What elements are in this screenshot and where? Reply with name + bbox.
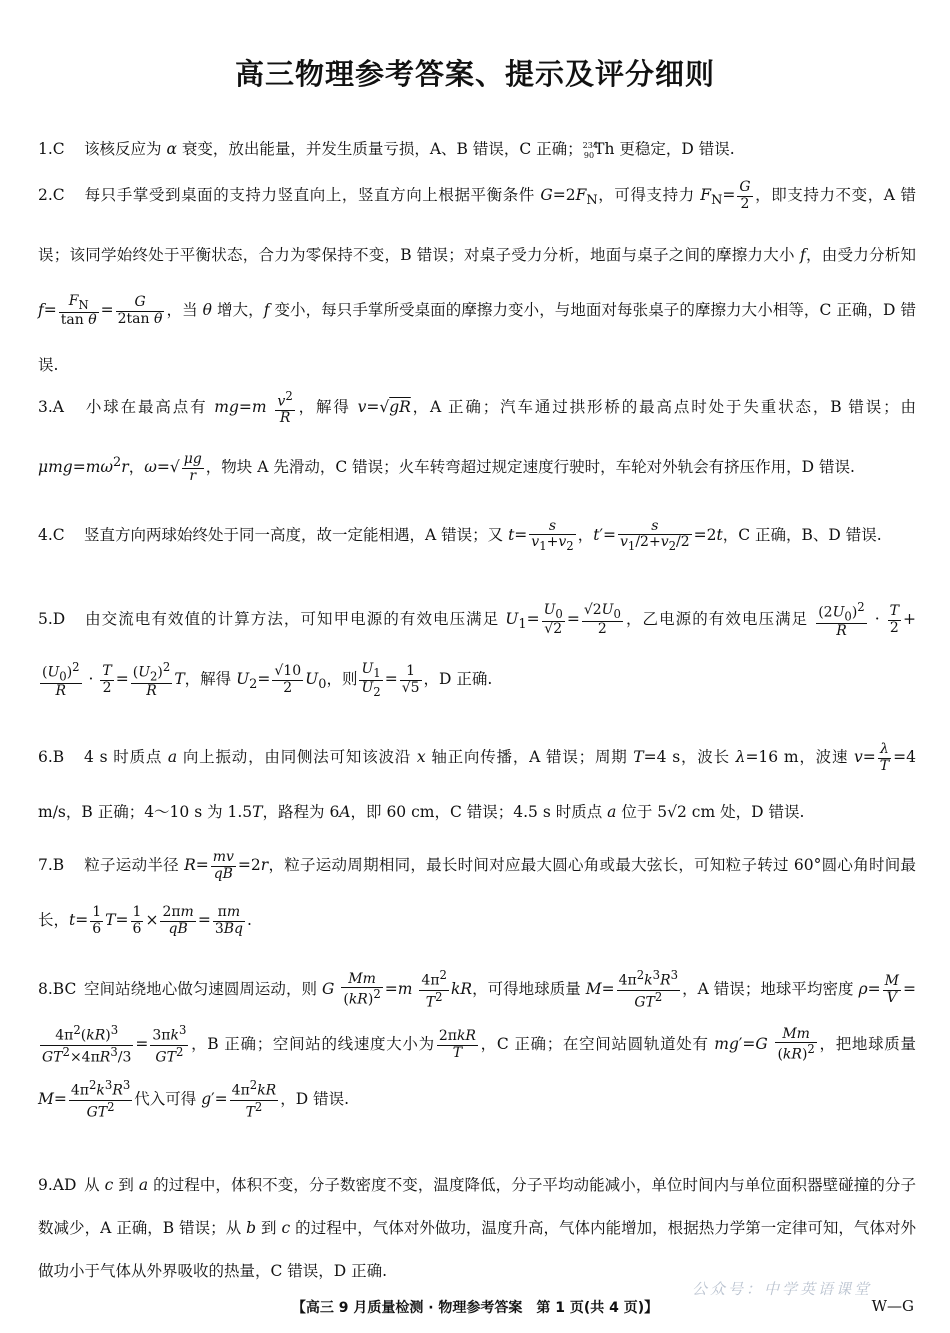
answer-label: 2.C <box>38 186 65 204</box>
answer-label: 4.C <box>38 526 65 544</box>
answer-label: 5.D <box>38 610 66 628</box>
question-2: 2.C 每只手掌受到桌面的支持力竖直向上，竖直方向上根据平衡条件 $G=2F_N$，可得支持力 $F_N=$ $\frac{G}{2}$ ，即支持力不变，A 错误；该同学始终处于平衡状态，合力为零保持不变，B 错误；对桌子受力分析，地面与桌子之间的摩擦力大小 f，由受力分析知 f= $\frac{F_N}{\text{tan θ}}$ = $\frac{G}{\text{2tan θ}}$ ，当 θ 增大，f 变小，每只手掌所受桌面的摩擦力变小，与地面对每张桌子的摩擦力大小相等，C 正确，D 错误. <box>38 168 916 393</box>
answer-label: 3.A <box>38 398 64 416</box>
watermark: 公众号：中学英语课堂 <box>692 1280 873 1298</box>
answer-label: 8.BC <box>38 980 77 998</box>
question-4: 4.C 竖直方向两球始终处于同一高度，故一定能相遇，A 错误；又 t= $\frac{s}{v_1+v_2}$ ，t′= $\frac{s}{v_1/2+v_2/2}$ =2t，C 正确，B、D 错误. <box>38 508 916 563</box>
paper-code: W—G <box>871 1297 914 1315</box>
question-6: 6.B 4 s 时质点 a 向上振动，由同侧法可知该波沿 x 轴正向传播，A 错误；周期 T=4 s，波长 λ=16 m，波速 v= $\frac{\lambda}{T}$ =4 m/s，B 正确；4～10 s 为 1.5T，路程为 6A，即 60 cm，C 错误；4.5 s 时质点 a 位于 5√2 cm 处，D 错误. <box>38 730 916 840</box>
answer-label: 7.B <box>38 856 65 874</box>
answer-label: 6.B <box>38 748 65 766</box>
page-title: 高三物理参考答案、提示及评分细则 <box>234 57 715 91</box>
answer-label: 1.C <box>38 140 65 159</box>
page-footer: 【高三 9 月质量检测 · 物理参考答案 第 1 页(共 4 页)】 <box>291 1300 659 1316</box>
question-5: 5.D 由交流电有效值的计算方法，可知甲电源的有效电压满足 $U_1=$ $\frac{U_0}{√2}$ = $\frac{√2U_0}{2}$ ，乙电源的有效电压满足 $\frac{(2U_0)^2}{R}$ · $\frac{T}{2}$ + $\frac{(U_0)^2}{R}$ · $\frac{T}{2}$ = $\frac{(U_2)^2}{R}$ T，解得 $U_2=$ $\frac{√10}{2}$ $U_0$，则 $\frac{U_1}{U_2}$ = $\frac{1}{√5}$ ，D 正确. <box>38 592 916 712</box>
question-9: 9.AD 从 c 到 a 的过程中，体积不变，分子数密度不变，温度降低，分子平均动能减小，单位时间内与单位面积器壁碰撞的分子数减少，A 正确，B 错误；从 b 到 c 的过程中，气体对外做功，温度升高，气体内能增加，根据热力学第一定律可知，气体对外做功小于气体从外界吸收的热量，C 错误，D 正确. <box>38 1164 916 1293</box>
question-7: 7.B 粒子运动半径 R= $\frac{mv}{qB}$ =2r，粒子运动周期相同，最长时间对应最大圆心角或最大弦长，可知粒子转过 60°圆心角时间最长，t= $\frac{1}{6}$ T= $\frac{1}{6}$ × $\frac{2\pi m}{qB}$ = $\frac{\pi m}{3Bq}$ . <box>38 838 916 948</box>
question-8: 8.BC 空间站绕地心做匀速圆周运动，则 G $\frac{Mm}{(kR)^2}$ =m $\frac{4\pi^2}{T^2}$ kR，可得地球质量 M= $\frac{4\pi^2k^3R^3}{GT^2}$ ，A 错误；地球平均密度 ρ= $\frac{M}{V}$ = $\frac{4\pi^2(kR)^3}{GT^2\times 4\pi R^3/3}$ = $\frac{3\pi k^3}{GT^2}$ ，B 正确；空间站的线速度大小为 $\frac{\text{2πkR}}{T}$ ，C 正确；在空间站圆轨道处有 mg′=G $\frac{Mm}{(kR)^2}$ ，把地球质量 M= $\frac{4\pi^2k^3R^3}{GT^2}$ 代入可得 g′= $\frac{4\pi^2kR}{T^2}$ ，D 错误. <box>38 962 916 1127</box>
question-3: 3.A 小球在最高点有 mg=m $\frac{v^2}{R}$ ，解得 v=√gR，A 正确；汽车通过拱形桥的最高点时处于失重状态，B 错误；由 $\mu mg=m\omega^2r$，ω=√ $\frac{\mu g}{r}$ ，物块 A 先滑动，C 错误；火车转弯超过规定速度行驶时，车轮对外轨会有挤压作用，D 错误. <box>38 380 916 495</box>
question-1: 1.C 该核反应为 α 衰变，放出能量，并发生质量亏损，A、B 错误，C 正确；$^{234}_{90}$Th 更稳定，D 错误. <box>38 118 916 183</box>
answer-label: 9.AD <box>38 1176 77 1194</box>
